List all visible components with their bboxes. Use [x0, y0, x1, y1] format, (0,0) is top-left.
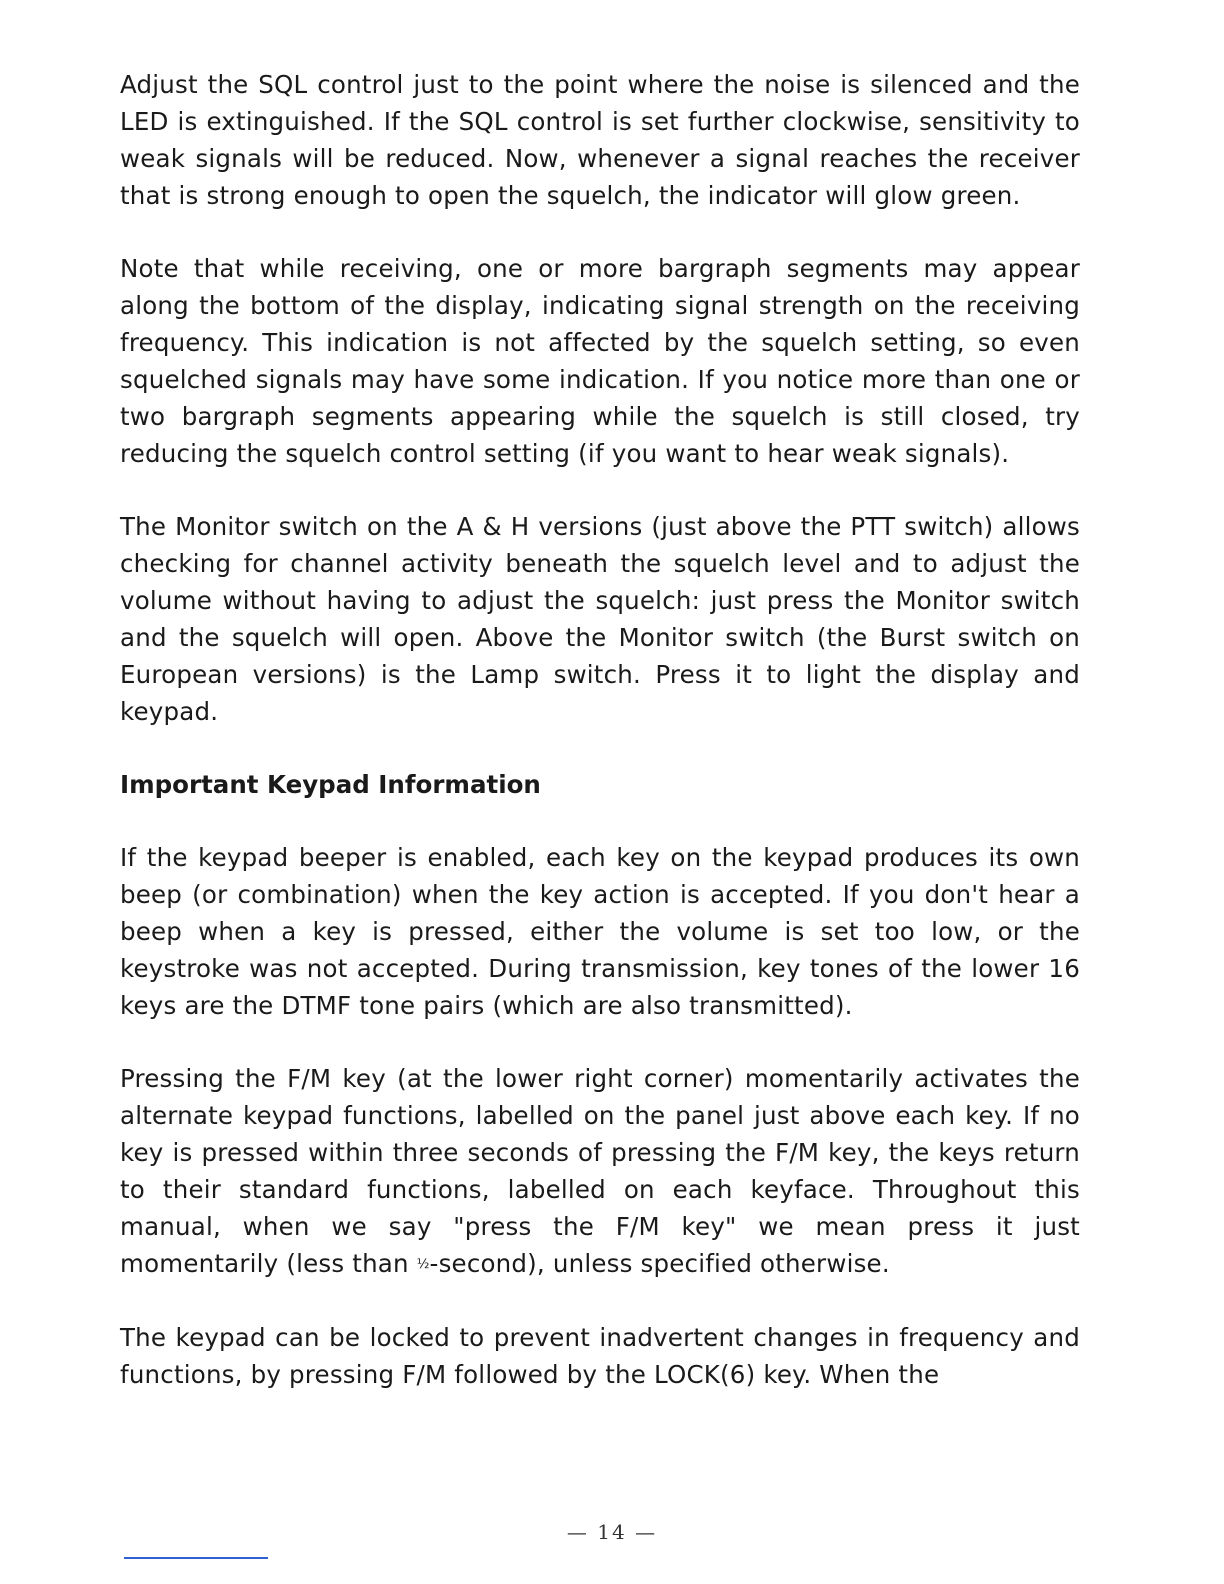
section-heading-keypad: Important Keypad Information	[120, 770, 541, 799]
page-number: — 14 —	[566, 1520, 658, 1544]
paragraph-keypad-lock: The keypad can be locked to prevent inadvertent changes in frequency and functions, by pressing F/M followed by the LOCK(6) key. When the	[120, 1323, 1080, 1389]
paragraph-fm-key-text-end: -second), unless specified otherwise.	[429, 1249, 890, 1278]
paragraph-squelch-adjust: Adjust the SQL control just to the point where the noise is silenced and the LED is extinguished. If the SQL control is set further clockwise, sensitivity to weak signals will be reduced. Now, whenever a signal reaches the receiver that is strong enough to open the squelch, the indicator will glow green.	[120, 70, 1080, 210]
paragraph-bargraph: Note that while receiving, one or more bargraph segments may appear along the bottom of the display, indicating signal strength on the receiving frequency. This indication is not affected by the squelch setting, so even squelched signals may have some indication. If you notice more than one or two bargraph segments appearing while the squelch is still closed, try reducing the squelch control setting (if you want to hear weak signals).	[120, 254, 1080, 468]
footer-rule	[124, 1557, 268, 1559]
paragraph-fm-key	[120, 1060, 1080, 1283]
paragraph-monitor-switch: The Monitor switch on the A & H versions (just above the PTT switch) allows checking for channel activity beneath the squelch level and to adjust the volume without having to adjust the squelch: just press the Monitor switch and the squelch will open. Above the Monitor switch (the Burst switch on European versions) is the Lamp switch. Press it to light the display and keypad.	[120, 512, 1080, 726]
fraction-half: ½	[416, 1257, 430, 1272]
paragraph-fm-key-text: Pressing the F/M key (at the lower right corner) momentarily activates the alternate keypad functions, labelled on the panel just above each key. If no key is pressed within three seconds of pressing the F/M key, the keys return to their standard functions, labelled on each keyface. Throughout this manual, when we say "press the F/M key" we mean press it just momentarily (less than	[120, 1064, 1080, 1278]
document-body	[120, 66, 1080, 1429]
paragraph-keypad-beeper: If the keypad beeper is enabled, each key on the keypad produces its own beep (or combination) when the key action is accepted. If you don't hear a beep when a key is pressed, either the volume is set too low, or the keystroke was not accepted. During transmission, key tones of the lower 16 keys are the DTMF tone pairs (which are also transmitted).	[120, 843, 1080, 1020]
